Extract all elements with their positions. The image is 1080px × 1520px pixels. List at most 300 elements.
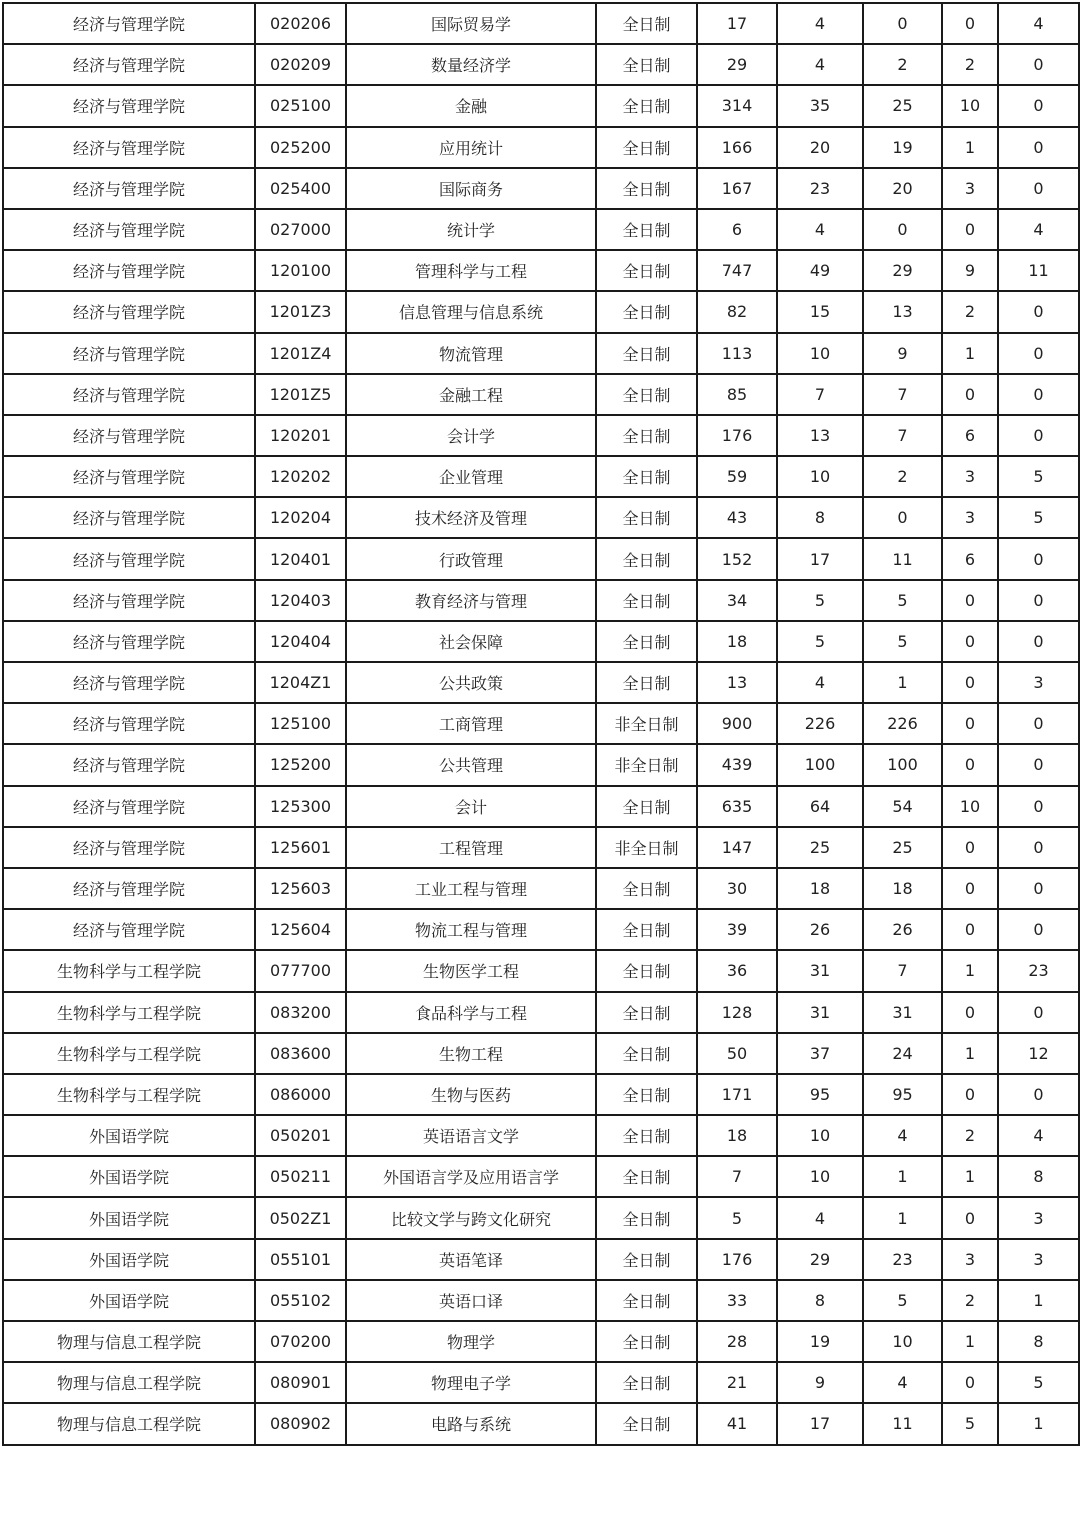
college-cell: 经济与管理学院 [3,868,255,909]
quota-cell: 31 [777,950,863,991]
quota-cell: 20 [777,127,863,168]
college-cell: 外国语学院 [3,1239,255,1280]
major-code-cell: 080902 [255,1403,346,1444]
applicants-cell: 113 [697,333,777,374]
college-cell: 经济与管理学院 [3,3,255,44]
push-free-cell: 1 [942,1033,998,1074]
table-row [3,3,1079,44]
transfer-cell: 5 [998,497,1079,538]
study-mode-cell: 全日制 [596,1403,697,1444]
major-name-cell: 数量经济学 [346,44,596,85]
transfer-cell: 0 [998,744,1079,785]
transfer-cell: 0 [998,703,1079,744]
push-free-cell: 3 [942,456,998,497]
admitted-cell: 5 [863,580,942,621]
major-name-cell: 国际贸易学 [346,3,596,44]
major-name-cell: 金融 [346,85,596,126]
table-row [3,909,1079,950]
study-mode-cell: 全日制 [596,85,697,126]
major-code-cell: 1204Z1 [255,662,346,703]
quota-cell: 17 [777,1403,863,1444]
table-row [3,1321,1079,1362]
college-cell: 经济与管理学院 [3,580,255,621]
major-name-cell: 物理电子学 [346,1362,596,1403]
admitted-cell: 0 [863,209,942,250]
major-code-cell: 027000 [255,209,346,250]
push-free-cell: 0 [942,580,998,621]
college-cell: 经济与管理学院 [3,538,255,579]
college-cell: 外国语学院 [3,1197,255,1238]
push-free-cell: 0 [942,992,998,1033]
quota-cell: 18 [777,868,863,909]
applicants-cell: 747 [697,250,777,291]
college-cell: 物理与信息工程学院 [3,1321,255,1362]
major-name-cell: 英语语言文学 [346,1115,596,1156]
major-name-cell: 生物工程 [346,1033,596,1074]
table-row [3,1197,1079,1238]
major-name-cell: 教育经济与管理 [346,580,596,621]
table-row [3,868,1079,909]
quota-cell: 7 [777,374,863,415]
push-free-cell: 6 [942,538,998,579]
table-row [3,456,1079,497]
major-code-cell: 120100 [255,250,346,291]
college-cell: 生物科学与工程学院 [3,1033,255,1074]
study-mode-cell: 全日制 [596,1115,697,1156]
applicants-cell: 30 [697,868,777,909]
table-row [3,374,1079,415]
college-cell: 物理与信息工程学院 [3,1403,255,1444]
major-name-cell: 行政管理 [346,538,596,579]
quota-cell: 25 [777,827,863,868]
push-free-cell: 1 [942,127,998,168]
study-mode-cell: 全日制 [596,1156,697,1197]
table-row [3,1280,1079,1321]
major-code-cell: 083200 [255,992,346,1033]
push-free-cell: 0 [942,662,998,703]
applicants-cell: 147 [697,827,777,868]
applicants-cell: 439 [697,744,777,785]
admitted-cell: 25 [863,85,942,126]
study-mode-cell: 全日制 [596,3,697,44]
quota-cell: 8 [777,497,863,538]
applicants-cell: 128 [697,992,777,1033]
major-name-cell: 企业管理 [346,456,596,497]
college-cell: 经济与管理学院 [3,44,255,85]
major-code-cell: 086000 [255,1074,346,1115]
study-mode-cell: 全日制 [596,127,697,168]
study-mode-cell: 全日制 [596,909,697,950]
applicants-cell: 176 [697,415,777,456]
major-code-cell: 080901 [255,1362,346,1403]
push-free-cell: 0 [942,827,998,868]
major-name-cell: 生物与医药 [346,1074,596,1115]
applicants-cell: 13 [697,662,777,703]
admitted-cell: 13 [863,291,942,332]
table-row [3,168,1079,209]
transfer-cell: 0 [998,44,1079,85]
admitted-cell: 7 [863,950,942,991]
applicants-cell: 18 [697,621,777,662]
table-row [3,1156,1079,1197]
table-row [3,209,1079,250]
transfer-cell: 0 [998,127,1079,168]
applicants-cell: 17 [697,3,777,44]
admitted-cell: 19 [863,127,942,168]
push-free-cell: 2 [942,291,998,332]
transfer-cell: 0 [998,374,1079,415]
push-free-cell: 0 [942,703,998,744]
study-mode-cell: 全日制 [596,1280,697,1321]
applicants-cell: 176 [697,1239,777,1280]
quota-cell: 4 [777,1197,863,1238]
admitted-cell: 5 [863,1280,942,1321]
major-code-cell: 050201 [255,1115,346,1156]
major-code-cell: 1201Z5 [255,374,346,415]
applicants-cell: 635 [697,786,777,827]
quota-cell: 15 [777,291,863,332]
push-free-cell: 1 [942,1321,998,1362]
table-row [3,1239,1079,1280]
study-mode-cell: 全日制 [596,1321,697,1362]
major-code-cell: 125603 [255,868,346,909]
major-name-cell: 管理科学与工程 [346,250,596,291]
push-free-cell: 0 [942,621,998,662]
major-code-cell: 120202 [255,456,346,497]
study-mode-cell: 非全日制 [596,744,697,785]
push-free-cell: 2 [942,44,998,85]
major-code-cell: 125601 [255,827,346,868]
major-code-cell: 083600 [255,1033,346,1074]
applicants-cell: 152 [697,538,777,579]
college-cell: 经济与管理学院 [3,621,255,662]
study-mode-cell: 非全日制 [596,703,697,744]
college-cell: 经济与管理学院 [3,85,255,126]
major-code-cell: 025200 [255,127,346,168]
quota-cell: 10 [777,456,863,497]
applicants-cell: 85 [697,374,777,415]
applicants-cell: 7 [697,1156,777,1197]
study-mode-cell: 全日制 [596,250,697,291]
major-name-cell: 生物医学工程 [346,950,596,991]
quota-cell: 5 [777,580,863,621]
transfer-cell: 0 [998,992,1079,1033]
quota-cell: 4 [777,3,863,44]
transfer-cell: 8 [998,1321,1079,1362]
transfer-cell: 4 [998,1115,1079,1156]
major-code-cell: 077700 [255,950,346,991]
push-free-cell: 0 [942,1362,998,1403]
major-code-cell: 070200 [255,1321,346,1362]
table-row [3,250,1079,291]
major-name-cell: 物流工程与管理 [346,909,596,950]
college-cell: 外国语学院 [3,1280,255,1321]
push-free-cell: 0 [942,374,998,415]
quota-cell: 37 [777,1033,863,1074]
push-free-cell: 6 [942,415,998,456]
college-cell: 经济与管理学院 [3,497,255,538]
push-free-cell: 0 [942,909,998,950]
admitted-cell: 1 [863,662,942,703]
major-code-cell: 055101 [255,1239,346,1280]
table-row [3,786,1079,827]
quota-cell: 10 [777,1156,863,1197]
push-free-cell: 3 [942,168,998,209]
college-cell: 经济与管理学院 [3,827,255,868]
transfer-cell: 0 [998,415,1079,456]
admitted-cell: 95 [863,1074,942,1115]
table-row [3,621,1079,662]
transfer-cell: 0 [998,580,1079,621]
study-mode-cell: 全日制 [596,786,697,827]
college-cell: 生物科学与工程学院 [3,992,255,1033]
applicants-cell: 36 [697,950,777,991]
table-row [3,744,1079,785]
table-row [3,291,1079,332]
quota-cell: 9 [777,1362,863,1403]
table-row [3,703,1079,744]
transfer-cell: 0 [998,538,1079,579]
college-cell: 经济与管理学院 [3,415,255,456]
study-mode-cell: 全日制 [596,44,697,85]
transfer-cell: 23 [998,950,1079,991]
major-name-cell: 外国语言学及应用语言学 [346,1156,596,1197]
table-row [3,1362,1079,1403]
admitted-cell: 5 [863,621,942,662]
admitted-cell: 20 [863,168,942,209]
transfer-cell: 11 [998,250,1079,291]
major-code-cell: 120201 [255,415,346,456]
quota-cell: 49 [777,250,863,291]
admitted-cell: 226 [863,703,942,744]
push-free-cell: 1 [942,950,998,991]
college-cell: 经济与管理学院 [3,703,255,744]
major-code-cell: 0502Z1 [255,1197,346,1238]
admitted-cell: 4 [863,1362,942,1403]
push-free-cell: 3 [942,1239,998,1280]
study-mode-cell: 全日制 [596,374,697,415]
transfer-cell: 0 [998,291,1079,332]
quota-cell: 31 [777,992,863,1033]
major-name-cell: 会计学 [346,415,596,456]
major-code-cell: 120401 [255,538,346,579]
quota-cell: 19 [777,1321,863,1362]
applicants-cell: 43 [697,497,777,538]
table-row [3,85,1079,126]
applicants-cell: 39 [697,909,777,950]
push-free-cell: 10 [942,786,998,827]
quota-cell: 10 [777,1115,863,1156]
major-name-cell: 公共管理 [346,744,596,785]
admitted-cell: 25 [863,827,942,868]
admitted-cell: 1 [863,1197,942,1238]
admitted-cell: 26 [863,909,942,950]
applicants-cell: 900 [697,703,777,744]
college-cell: 经济与管理学院 [3,291,255,332]
table-row [3,44,1079,85]
admitted-cell: 31 [863,992,942,1033]
study-mode-cell: 全日制 [596,456,697,497]
applicants-cell: 29 [697,44,777,85]
table-row [3,827,1079,868]
transfer-cell: 0 [998,827,1079,868]
major-name-cell: 国际商务 [346,168,596,209]
major-name-cell: 英语笔译 [346,1239,596,1280]
admitted-cell: 29 [863,250,942,291]
major-code-cell: 020206 [255,3,346,44]
study-mode-cell: 全日制 [596,1033,697,1074]
major-name-cell: 社会保障 [346,621,596,662]
admitted-cell: 2 [863,456,942,497]
admitted-cell: 0 [863,3,942,44]
table-row [3,333,1079,374]
table-row [3,950,1079,991]
applicants-cell: 33 [697,1280,777,1321]
major-name-cell: 会计 [346,786,596,827]
applicants-cell: 171 [697,1074,777,1115]
study-mode-cell: 全日制 [596,168,697,209]
major-code-cell: 120204 [255,497,346,538]
quota-cell: 17 [777,538,863,579]
applicants-cell: 18 [697,1115,777,1156]
major-name-cell: 英语口译 [346,1280,596,1321]
college-cell: 物理与信息工程学院 [3,1362,255,1403]
major-code-cell: 125604 [255,909,346,950]
college-cell: 经济与管理学院 [3,333,255,374]
college-cell: 外国语学院 [3,1156,255,1197]
college-cell: 经济与管理学院 [3,250,255,291]
applicants-cell: 82 [697,291,777,332]
college-cell: 经济与管理学院 [3,786,255,827]
quota-cell: 8 [777,1280,863,1321]
push-free-cell: 0 [942,744,998,785]
transfer-cell: 0 [998,786,1079,827]
study-mode-cell: 全日制 [596,1074,697,1115]
push-free-cell: 3 [942,497,998,538]
push-free-cell: 1 [942,1156,998,1197]
table-row [3,992,1079,1033]
study-mode-cell: 全日制 [596,1239,697,1280]
study-mode-cell: 全日制 [596,950,697,991]
college-cell: 经济与管理学院 [3,662,255,703]
major-name-cell: 应用统计 [346,127,596,168]
college-cell: 经济与管理学院 [3,127,255,168]
push-free-cell: 1 [942,333,998,374]
study-mode-cell: 全日制 [596,209,697,250]
transfer-cell: 1 [998,1280,1079,1321]
transfer-cell: 3 [998,1239,1079,1280]
applicants-cell: 166 [697,127,777,168]
table-row [3,580,1079,621]
study-mode-cell: 全日制 [596,580,697,621]
table-row [3,127,1079,168]
applicants-cell: 167 [697,168,777,209]
transfer-cell: 0 [998,1074,1079,1115]
push-free-cell: 5 [942,1403,998,1444]
college-cell: 经济与管理学院 [3,209,255,250]
study-mode-cell: 全日制 [596,538,697,579]
admitted-cell: 11 [863,538,942,579]
applicants-cell: 5 [697,1197,777,1238]
admitted-cell: 9 [863,333,942,374]
major-name-cell: 信息管理与信息系统 [346,291,596,332]
transfer-cell: 0 [998,333,1079,374]
major-code-cell: 120403 [255,580,346,621]
major-name-cell: 工业工程与管理 [346,868,596,909]
admitted-cell: 2 [863,44,942,85]
study-mode-cell: 全日制 [596,415,697,456]
quota-cell: 26 [777,909,863,950]
transfer-cell: 1 [998,1403,1079,1444]
push-free-cell: 0 [942,209,998,250]
major-code-cell: 020209 [255,44,346,85]
quota-cell: 4 [777,662,863,703]
study-mode-cell: 全日制 [596,662,697,703]
quota-cell: 226 [777,703,863,744]
admitted-cell: 24 [863,1033,942,1074]
transfer-cell: 0 [998,868,1079,909]
quota-cell: 35 [777,85,863,126]
table-row [3,1115,1079,1156]
push-free-cell: 0 [942,3,998,44]
push-free-cell: 2 [942,1115,998,1156]
push-free-cell: 9 [942,250,998,291]
college-cell: 经济与管理学院 [3,744,255,785]
transfer-cell: 0 [998,909,1079,950]
admitted-cell: 7 [863,374,942,415]
applicants-cell: 59 [697,456,777,497]
applicants-cell: 6 [697,209,777,250]
table-row [3,1074,1079,1115]
college-cell: 经济与管理学院 [3,909,255,950]
transfer-cell: 12 [998,1033,1079,1074]
table-body [3,3,1079,1445]
admitted-cell: 0 [863,497,942,538]
transfer-cell: 4 [998,209,1079,250]
admitted-cell: 100 [863,744,942,785]
push-free-cell: 0 [942,1197,998,1238]
applicants-cell: 41 [697,1403,777,1444]
major-code-cell: 125300 [255,786,346,827]
admitted-cell: 10 [863,1321,942,1362]
study-mode-cell: 全日制 [596,497,697,538]
applicants-cell: 34 [697,580,777,621]
college-cell: 经济与管理学院 [3,374,255,415]
major-code-cell: 125200 [255,744,346,785]
applicants-cell: 28 [697,1321,777,1362]
push-free-cell: 0 [942,868,998,909]
enrollment-table [2,2,1080,1446]
major-name-cell: 技术经济及管理 [346,497,596,538]
transfer-cell: 4 [998,3,1079,44]
quota-cell: 4 [777,209,863,250]
major-code-cell: 050211 [255,1156,346,1197]
quota-cell: 13 [777,415,863,456]
quota-cell: 64 [777,786,863,827]
applicants-cell: 50 [697,1033,777,1074]
major-name-cell: 统计学 [346,209,596,250]
quota-cell: 95 [777,1074,863,1115]
push-free-cell: 0 [942,1074,998,1115]
major-name-cell: 物流管理 [346,333,596,374]
admitted-cell: 4 [863,1115,942,1156]
major-code-cell: 120404 [255,621,346,662]
major-code-cell: 025100 [255,85,346,126]
major-name-cell: 电路与系统 [346,1403,596,1444]
major-name-cell: 食品科学与工程 [346,992,596,1033]
transfer-cell: 8 [998,1156,1079,1197]
college-cell: 经济与管理学院 [3,456,255,497]
